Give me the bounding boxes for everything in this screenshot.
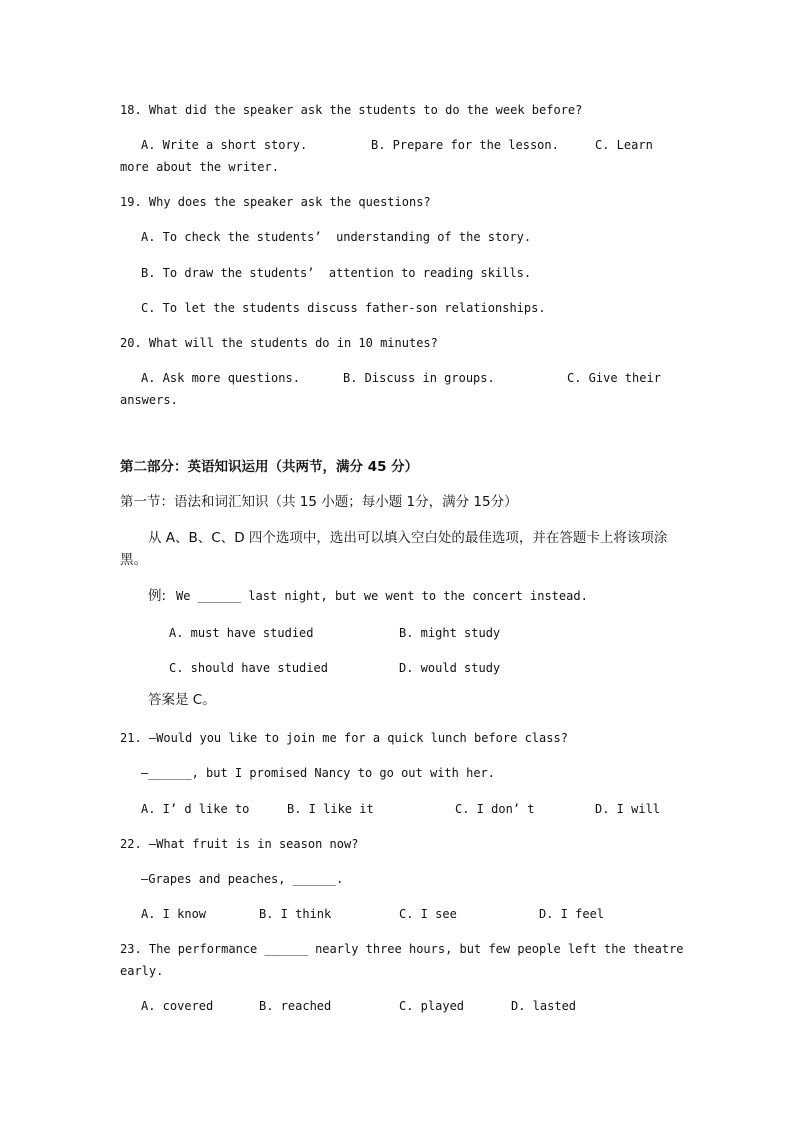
- question-19-option-b: B. To draw the students’ attention to reading skills.: [141, 266, 532, 280]
- example-option-a: A. must have studied: [169, 626, 314, 640]
- question-22-option-d: D. I feel: [539, 907, 605, 921]
- instruction-line-2: 黑。: [120, 552, 147, 568]
- question-22-stem: 22. —What fruit is in season now?: [120, 837, 359, 851]
- question-18-option-b: B. Prepare for the lesson.: [371, 138, 559, 152]
- question-20-option-b: B. Discuss in groups.: [343, 371, 495, 385]
- question-23-option-c: C. played: [399, 999, 465, 1013]
- instruction-line-1: 从 A、B、C、D 四个选项中，选出可以填入空白处的最佳选项，并在答题卡上将该项涂: [148, 530, 668, 546]
- question-22-option-c: C. I see: [399, 907, 457, 921]
- question-18-option-c: C. Learn: [595, 138, 653, 152]
- question-23-option-d: D. lasted: [511, 999, 577, 1013]
- question-21-option-c: C. I don’ t: [455, 802, 535, 816]
- question-18-option-a: A. Write a short story.: [141, 138, 308, 152]
- example-label: 例:: [148, 588, 167, 604]
- question-19-stem: 19. Why does the speaker ask the questions?: [120, 195, 431, 209]
- question-23-option-a: A. covered: [141, 999, 214, 1013]
- question-18-stem: 18. What did the speaker ask the students to do the week before?: [120, 103, 583, 117]
- question-20-option-a: A. Ask more questions.: [141, 371, 300, 385]
- example-option-b: B. might study: [399, 626, 501, 640]
- question-20-option-c-continued: answers.: [120, 393, 178, 407]
- example-stem: We ______ last night, but we went to the concert instead.: [176, 589, 588, 603]
- question-22-response: —Grapes and peaches, ______.: [141, 872, 344, 886]
- question-21-option-b: B. I like it: [287, 802, 374, 816]
- example-option-c: C. should have studied: [169, 661, 328, 675]
- example-option-d: D. would study: [399, 661, 501, 675]
- part-two-title: 第二部分：英语知识运用（共两节，满分 45 分）: [120, 459, 419, 475]
- example-answer: 答案是 C。: [148, 692, 216, 708]
- question-22-option-a: A. I know: [141, 907, 207, 921]
- question-19-option-a: A. To check the students’ understanding of the story.: [141, 230, 532, 244]
- question-23-stem-continued: early.: [120, 964, 164, 978]
- question-20-stem: 20. What will the students do in 10 minutes?: [120, 336, 438, 350]
- question-23-option-b: B. reached: [259, 999, 332, 1013]
- question-21-option-a: A. I’ d like to: [141, 802, 250, 816]
- question-18-option-c-continued: more about the writer.: [120, 160, 279, 174]
- question-21-option-d: D. I will: [595, 802, 661, 816]
- question-21-response: —______, but I promised Nancy to go out with her.: [141, 766, 496, 780]
- question-22-option-b: B. I think: [259, 907, 332, 921]
- question-20-option-c: C. Give their: [567, 371, 661, 385]
- question-21-stem: 21. —Would you like to join me for a quick lunch before class?: [120, 731, 568, 745]
- section-one-title: 第一节：语法和词汇知识（共 15 小题；每小题 1分，满分 15分）: [120, 494, 518, 510]
- question-19-option-c: C. To let the students discuss father-son relationships.: [141, 301, 546, 315]
- question-23-stem: 23. The performance ______ nearly three hours, but few people left the theatre: [120, 942, 684, 956]
